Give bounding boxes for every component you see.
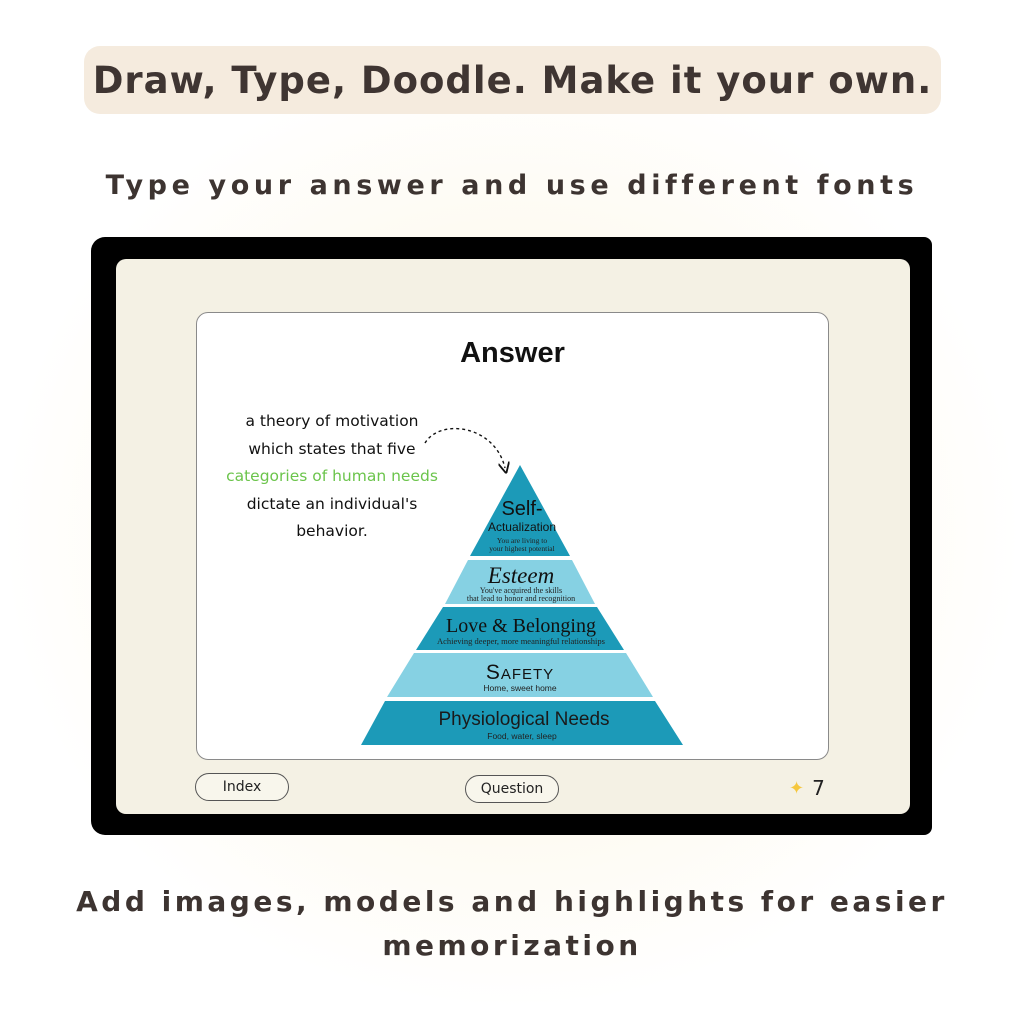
level-1-desc-a: You are living to <box>496 536 548 545</box>
card-title: Answer <box>460 337 565 369</box>
level-4-desc: Home, sweet home <box>483 683 557 693</box>
level-1-title-b: Actualization <box>487 520 557 534</box>
level-4-title: Safety <box>485 661 555 684</box>
level-1-title-a: Self- <box>501 498 543 520</box>
question-button[interactable] <box>465 775 559 803</box>
note-line-4: dictate an individual's <box>246 494 418 513</box>
subtitle-top: Type your answer and use different fonts <box>105 170 919 201</box>
index-button[interactable] <box>195 773 289 801</box>
level-5-title: Physiological Needs <box>438 709 610 730</box>
level-3-title: Love & Belonging <box>446 615 596 637</box>
note-line-1: a theory of motivation <box>245 412 419 430</box>
headline-text: Draw, Type, Doodle. Make it your own. <box>92 58 933 102</box>
page-indicator <box>789 774 825 802</box>
level-5-desc: Food, water, sleep <box>487 731 557 741</box>
level-2-desc-a: You've acquired the skills <box>479 586 563 595</box>
star-icon: ✦ <box>789 777 805 799</box>
level-3-desc: Achieving deeper, more meaningful relationships <box>437 636 605 646</box>
level-2-title: Esteem <box>487 563 555 588</box>
subtitle-bottom-line-1: Add images, models and highlights for easier <box>76 885 948 918</box>
index-button-label: Index <box>222 779 262 795</box>
note-line-5: behavior. <box>296 522 368 540</box>
arrow-icon <box>425 429 505 468</box>
page-number: 7 <box>812 776 825 800</box>
question-button-label: Question <box>480 781 544 797</box>
subtitle-bottom-line-2: memorization <box>382 929 642 962</box>
subtitle-bottom <box>0 880 1024 968</box>
note-line-2: which states that five <box>248 439 416 458</box>
note-highlight: categories of human needs <box>226 467 438 485</box>
level-2-desc-b: that lead to honor and recognition <box>466 594 576 603</box>
level-1-desc-b: your highest potential <box>489 544 555 553</box>
